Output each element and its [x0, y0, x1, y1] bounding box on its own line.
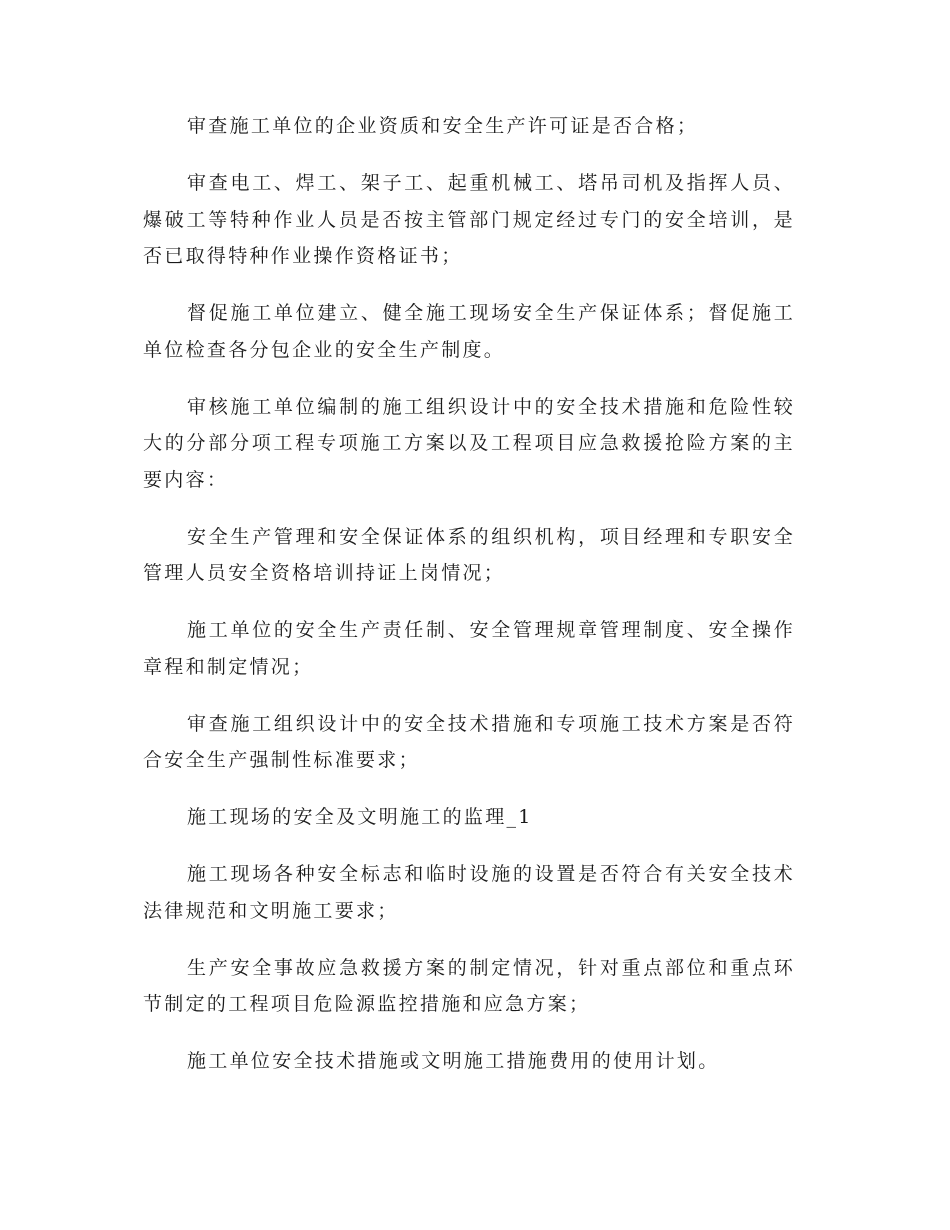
- paragraph-special-workers-review: 审查电工、焊工、架子工、起重机械工、塔吊司机及指挥人员、爆破工等特种作业人员是否按主管部门规定经过专门的安全培训，是否已取得特种作业操作资格证书；: [143, 172, 795, 267]
- paragraph-mandatory-standards: 审查施工组织设计中的安全技术措施和专项施工技术方案是否符合安全生产强制性标准要求；: [143, 712, 795, 771]
- paragraph-cost-plan: 施工单位安全技术措施或文明施工措施费用的使用计划。: [187, 1050, 720, 1072]
- document-body: [143, 108, 795, 1100]
- paragraph-safety-signs: 施工现场各种安全标志和临时设施的设置是否符合有关安全技术法律规范和文明施工要求；: [143, 863, 795, 922]
- paragraph-qualification-review: 审查施工单位的企业资质和安全生产许可证是否合格；: [187, 115, 699, 137]
- paragraph-responsibility-system: 施工单位的安全生产责任制、安全管理规章管理制度、安全操作章程和制定情况；: [143, 619, 795, 678]
- paragraph-safety-system-supervision: 督促施工单位建立、健全施工现场安全生产保证体系；督促施工单位检查各分包企业的安全生产制度。: [143, 302, 795, 361]
- paragraph-emergency-plan: 生产安全事故应急救援方案的制定情况，针对重点部位和重点环节制定的工程项目危险源监控措施和应急方案；: [143, 956, 795, 1015]
- paragraph-section-heading: 施工现场的安全及文明施工的监理_1: [187, 806, 533, 828]
- paragraph-organization-structure: 安全生产管理和安全保证体系的组织机构，项目经理和专职安全管理人员安全资格培训持证上岗情况；: [143, 525, 795, 584]
- paragraph-construction-plan-review: 审核施工单位编制的施工组织设计中的安全技术措施和危险性较大的分部分项工程专项施工方案以及工程项目应急救援抢险方案的主要内容：: [143, 395, 795, 491]
